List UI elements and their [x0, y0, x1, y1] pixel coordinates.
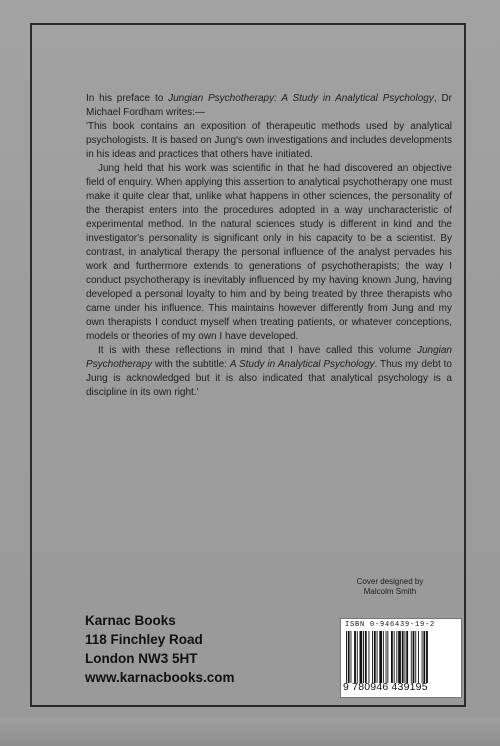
blurb-text: [86, 92, 452, 400]
cover-bottom-edge: [0, 718, 500, 746]
publisher-city: London NW3 5HT: [85, 651, 198, 666]
barcode-digits: 9 780946 439195: [343, 681, 428, 693]
blurb-paragraph-2: Jung held that his work was scientific in that he had discovered an objective field of enquiry. When applying this assertion to analytical psychotherapy one must make it quite clear that, unlike what happens in other sciences, the personality of the therapist enters into the procedures adopted in a way uncharacteristic of experimental method. In the natural sciences study is different in kind and the investigator's personality is significant only in his capacity to be a scientist. By contrast, in analytical therapy the personal influence of the analyst pervades his work and furthermore extends to generations of psychotherapists; the way I conduct psychotherapy is inevitably influenced by my having known Jung, having developed a personal loyalty to him and by being treated by three therapists who came under his influence. This maintains however differently from Jung and my own therapists I conduct myself when treating patients, or whatever conceptions, models or theories of my own I have developed.: [86, 163, 452, 342]
blurb-intro: In his preface to Jungian Psychotherapy: A Study in Analytical Psychology, Dr Michael Fordham writes:—: [86, 93, 452, 118]
isbn-barcode: [340, 618, 462, 698]
book-title: Jungian Psychotherapy: A Study in Analytical Psychology: [168, 93, 434, 104]
publisher-street: 118 Finchley Road: [85, 632, 203, 647]
publisher-name: Karnac Books: [85, 613, 176, 628]
barcode-bars: [345, 631, 457, 683]
blurb-paragraph-3: It is with these reflections in mind that I have called this volume Jungian Psychotherapy with the subtitle: A Study in Analytical Psychology. Thus my debt to Jung is acknowledged but it is also indicated that analytical psychology is a discipline in its own right.': [86, 345, 452, 398]
publisher-website: www.karnacbooks.com: [85, 670, 235, 685]
isbn-label: ISBN 0-946439-19-2: [345, 621, 436, 629]
cover-design-credit: Cover designed by Malcolm Smith: [356, 577, 424, 596]
blurb-paragraph-1: 'This book contains an exposition of therapeutic methods used by analytical psychologists. It is based on Jung's own investigations and includes developments in his ideas and practices that others have initiated.: [86, 121, 452, 160]
publisher-address: [85, 611, 235, 687]
